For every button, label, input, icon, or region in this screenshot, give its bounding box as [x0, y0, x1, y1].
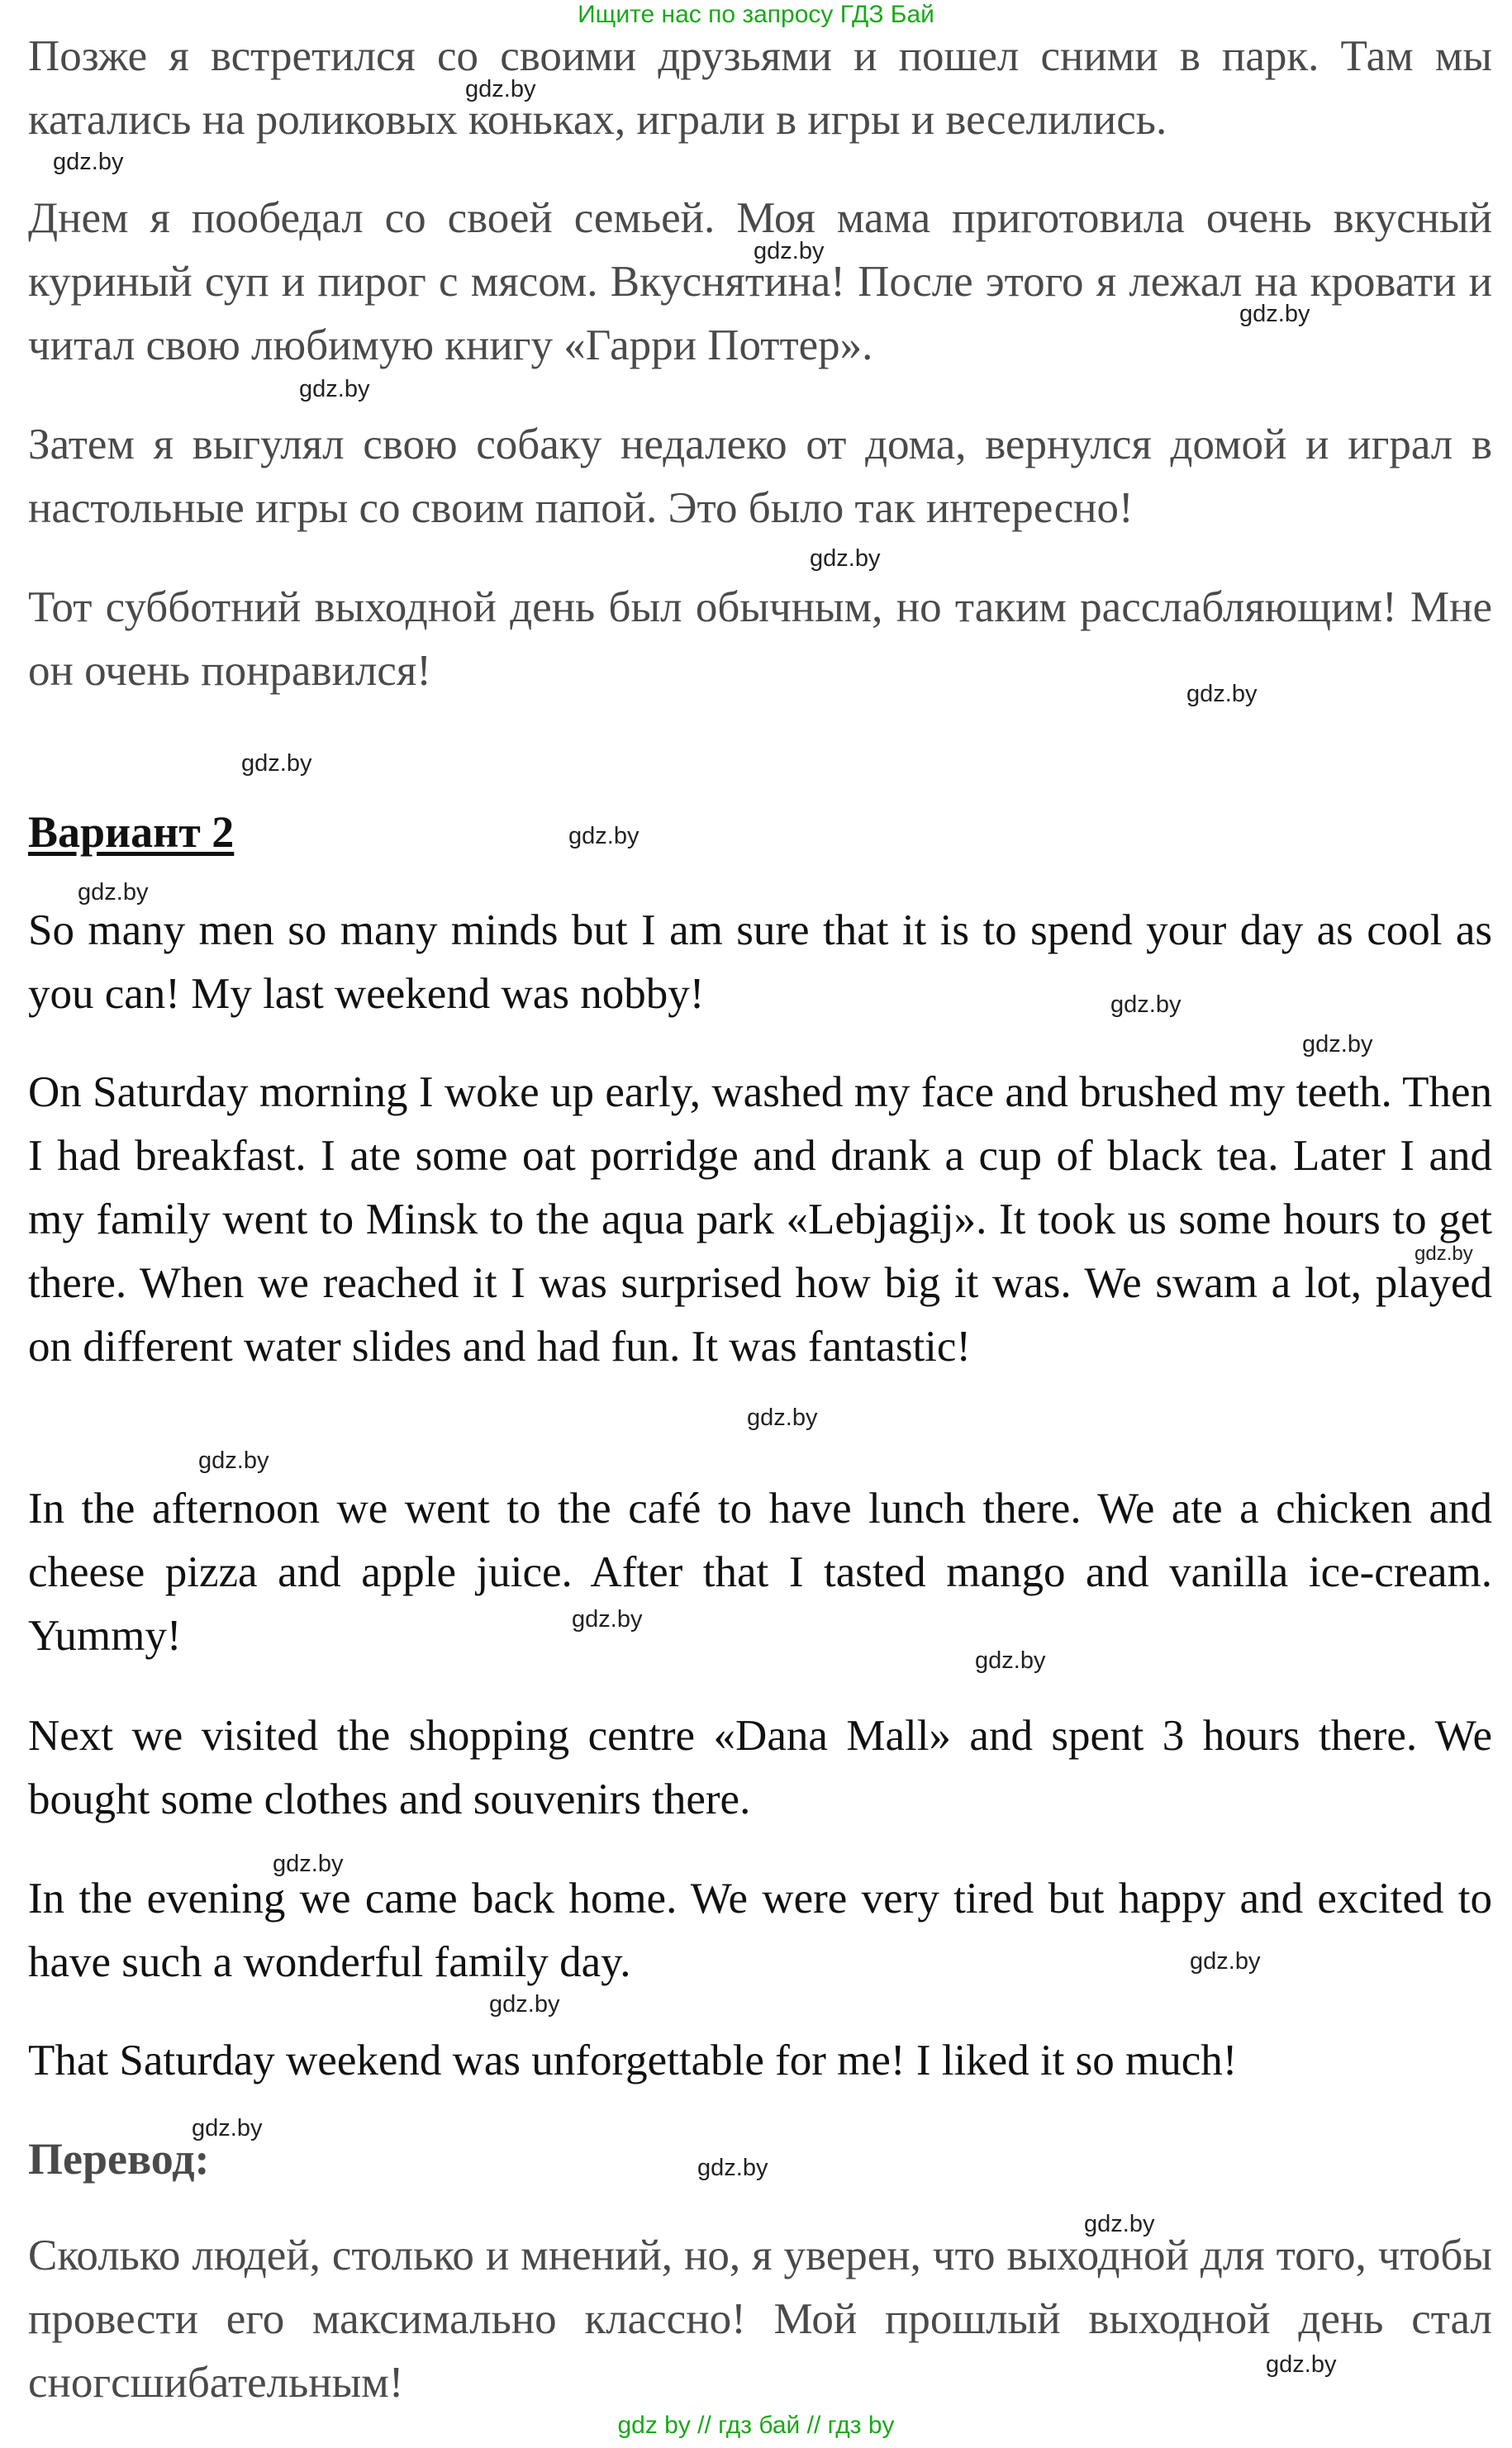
watermark: gdz.by [192, 2115, 263, 2141]
translation-heading: Перевод: [28, 2134, 210, 2184]
paragraph-en-1: So many men so many minds but I am sure that it is to spend your day as cool as you can! My last weekend was nobby! [28, 906, 1492, 1018]
watermark: gdz.by [465, 76, 536, 102]
paragraph-ru-2: Днем я пообедал со своей семьей. Моя мама приготовила очень вкусный куриный суп и пирог с мясом. Вкуснятина! После этого я лежал на кровати и читал свою любимую книгу «Гарри Поттер». [28, 194, 1492, 369]
watermark: gdz.by [754, 238, 825, 264]
paragraph-ru-4: Тот субботний выходной день был обычным, но таким расслабляющим! Мне он очень понравился! [28, 583, 1492, 695]
watermark: gdz.by [1186, 681, 1258, 707]
watermark: gdz.by [53, 149, 124, 175]
watermark: gdz.by [1239, 301, 1310, 327]
paragraph-en-4: Next we visited the shopping centre «Dana Mall» and spent 3 hours there. We bought some clothes and souvenirs there. [28, 1712, 1492, 1823]
watermark: gdz.by [975, 1647, 1046, 1674]
paragraph-en-3: In the afternoon we went to the café to have lunch there. We ate a chicken and cheese pizza and apple juice. After that I tasted mango and vanilla ice-cream. Yummy! [28, 1485, 1492, 1660]
watermark: gdz.by [1084, 2211, 1155, 2237]
watermark: gdz.by [241, 750, 312, 777]
paragraph-en-2: On Saturday morning I woke up early, washed my face and brushed my teeth. Then I had breakfast. I ate some oat porridge and drank a cup of black tea. Later I and my family went to Minsk to the aqua park «Lebjagij». It took us some hours to get there. When we reached it I was surprised how big it was. We swam a lot, played on different water slides and had fun. It was fantastic! [28, 1068, 1492, 1371]
watermark: gdz.by [273, 1851, 344, 1877]
watermark: gdz.by [299, 376, 370, 402]
variant-heading: Вариант 2 [28, 807, 235, 857]
watermark: gdz.by [810, 545, 881, 572]
watermark: gdz.by [1266, 2351, 1337, 2378]
paragraph-en-6: That Saturday weekend was unforgettable for me! I liked it so much! [28, 2037, 1238, 2084]
watermark: gdz.by [1190, 1948, 1261, 1975]
watermark: gdz.by [572, 1606, 643, 1633]
top-banner: Ищите нас по запросу ГДЗ Бай [578, 1, 934, 28]
watermark: gdz.by [747, 1405, 818, 1431]
watermark: gdz.by [568, 823, 640, 849]
watermark: gdz.by [1415, 1243, 1473, 1265]
watermark: gdz.by [1302, 1031, 1373, 1058]
watermark: gdz.by [198, 1447, 269, 1474]
watermark: gdz.by [78, 879, 149, 906]
footer-links: gdz by // гдз бай // гдз by [617, 2412, 895, 2439]
watermark: gdz.by [489, 1991, 560, 2018]
paragraph-ru-1: Позже я встретился со своими друзьями и пошел сними в парк. Там мы катались на роликовых коньках, играли в игры и веселились. [28, 32, 1492, 144]
paragraph-translation-1: Сколько людей, столько и мнений, но, я уверен, что выходной для того, чтобы провести его максимально классно! Мой прошлый выходной день стал сногсшибательным! [28, 2232, 1492, 2407]
paragraph-en-5: In the evening we came back home. We were very tired but happy and excited to have such a wonderful family day. [28, 1875, 1492, 1986]
watermark: gdz.by [697, 2155, 768, 2181]
watermark: gdz.by [1110, 991, 1182, 1018]
paragraph-ru-3: Затем я выгулял свою собаку недалеко от дома, вернулся домой и играл в настольные игры со своим папой. Это было так интересно! [28, 421, 1492, 532]
